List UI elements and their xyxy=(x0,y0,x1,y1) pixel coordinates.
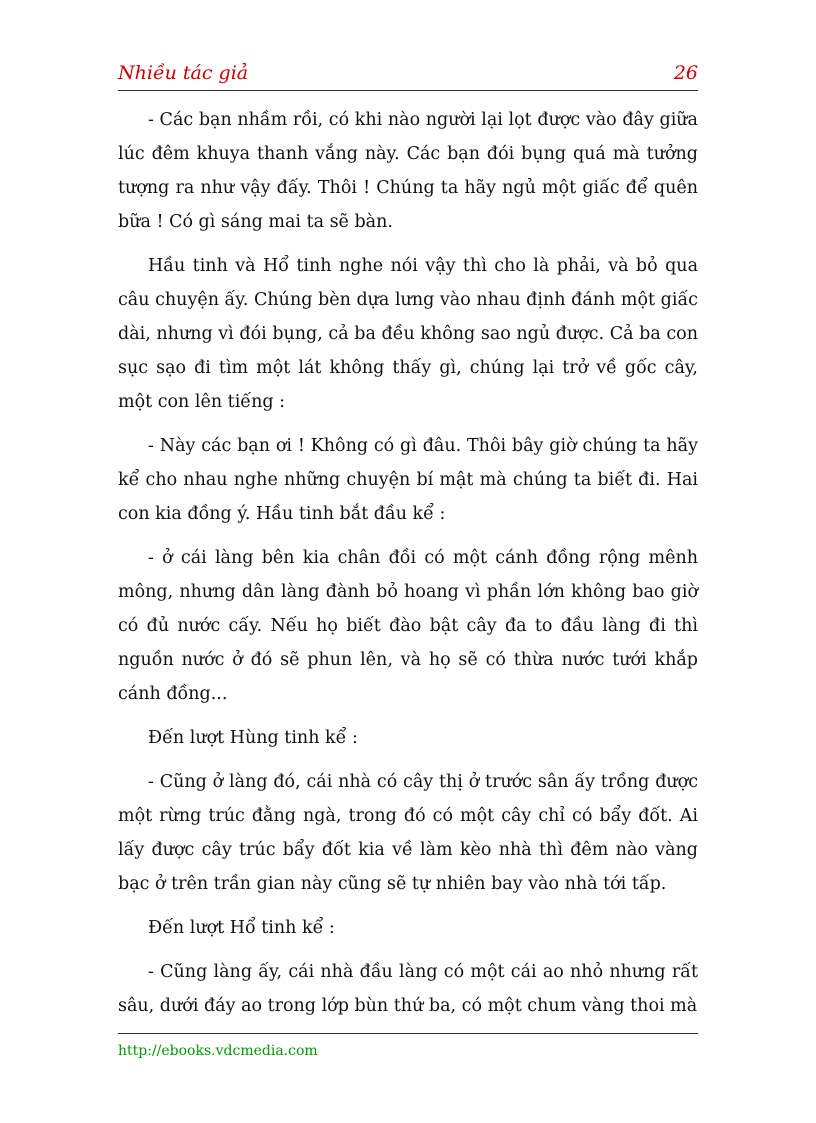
page-body xyxy=(118,103,698,1033)
paragraph: Đến lượt Hổ tinh kể : xyxy=(148,918,335,938)
paragraph: Hầu tinh và Hổ tinh nghe nói vậy thì cho là phải, và bỏ qua câu chuyện ấy. Chúng bèn dựa lưng vào nhau định đánh một giấc dài, nhưng vì đói bụng, cả ba đều không sao ngủ được. Cả ba con sục sạo đi tìm một lát không thấy gì, chúng lại trở về gốc cây, một con lên tiếng : xyxy=(118,256,698,412)
footer-divider xyxy=(118,1033,698,1034)
page-header xyxy=(118,60,698,91)
book-title: Nhiều tác giả xyxy=(118,62,249,84)
paragraph: - Các bạn nhầm rồi, có khi nào người lại lọt được vào đây giữa lúc đêm khuya thanh vắng này. Các bạn đói bụng quá mà tưởng tượng ra như vậy đấy. Thôi ! Chúng ta hãy ngủ một giấc để quên bữa ! Có gì sáng mai ta sẽ bàn. xyxy=(118,110,698,232)
paragraph: - ở cái làng bên kia chân đồi có một cánh đồng rộng mênh mông, nhưng dân làng đành bỏ hoang vì phần lớn không bao giờ có đủ nước cấy. Nếu họ biết đào bật cây đa to đầu làng đi thì nguồn nước ở đó sẽ phun lên, và họ sẽ có thừa nước tưới khắp cánh đồng... xyxy=(118,548,698,704)
paragraph: - Cũng ở làng đó, cái nhà có cây thị ở trước sân ấy trồng được một rừng trúc đằng ngà, trong đó có một cây chỉ có bẩy đốt. Ai lấy được cây trúc bẩy đốt kia về làm kèo nhà thì đêm nào vàng bạc ở trên trần gian này cũng sẽ tự nhiên bay vào nhà tới tấp. xyxy=(118,772,698,894)
paragraph: - Này các bạn ơi ! Không có gì đâu. Thôi bây giờ chúng ta hãy kể cho nhau nghe những chuyện bí mật mà chúng ta biết đi. Hai con kia đồng ý. Hầu tinh bắt đầu kể : xyxy=(118,436,698,524)
paragraph: Đến lượt Hùng tinh kể : xyxy=(148,728,358,748)
footer-url-link[interactable]: http://ebooks.vdcmedia.com xyxy=(118,1043,318,1059)
paragraph: - Cũng làng ấy, cái nhà đầu làng có một cái ao nhỏ nhưng rất sâu, dưới đáy ao trong lớp bùn thứ ba, có một chum vàng thoi mà xyxy=(118,962,698,1016)
page-number: 26 xyxy=(673,62,698,84)
